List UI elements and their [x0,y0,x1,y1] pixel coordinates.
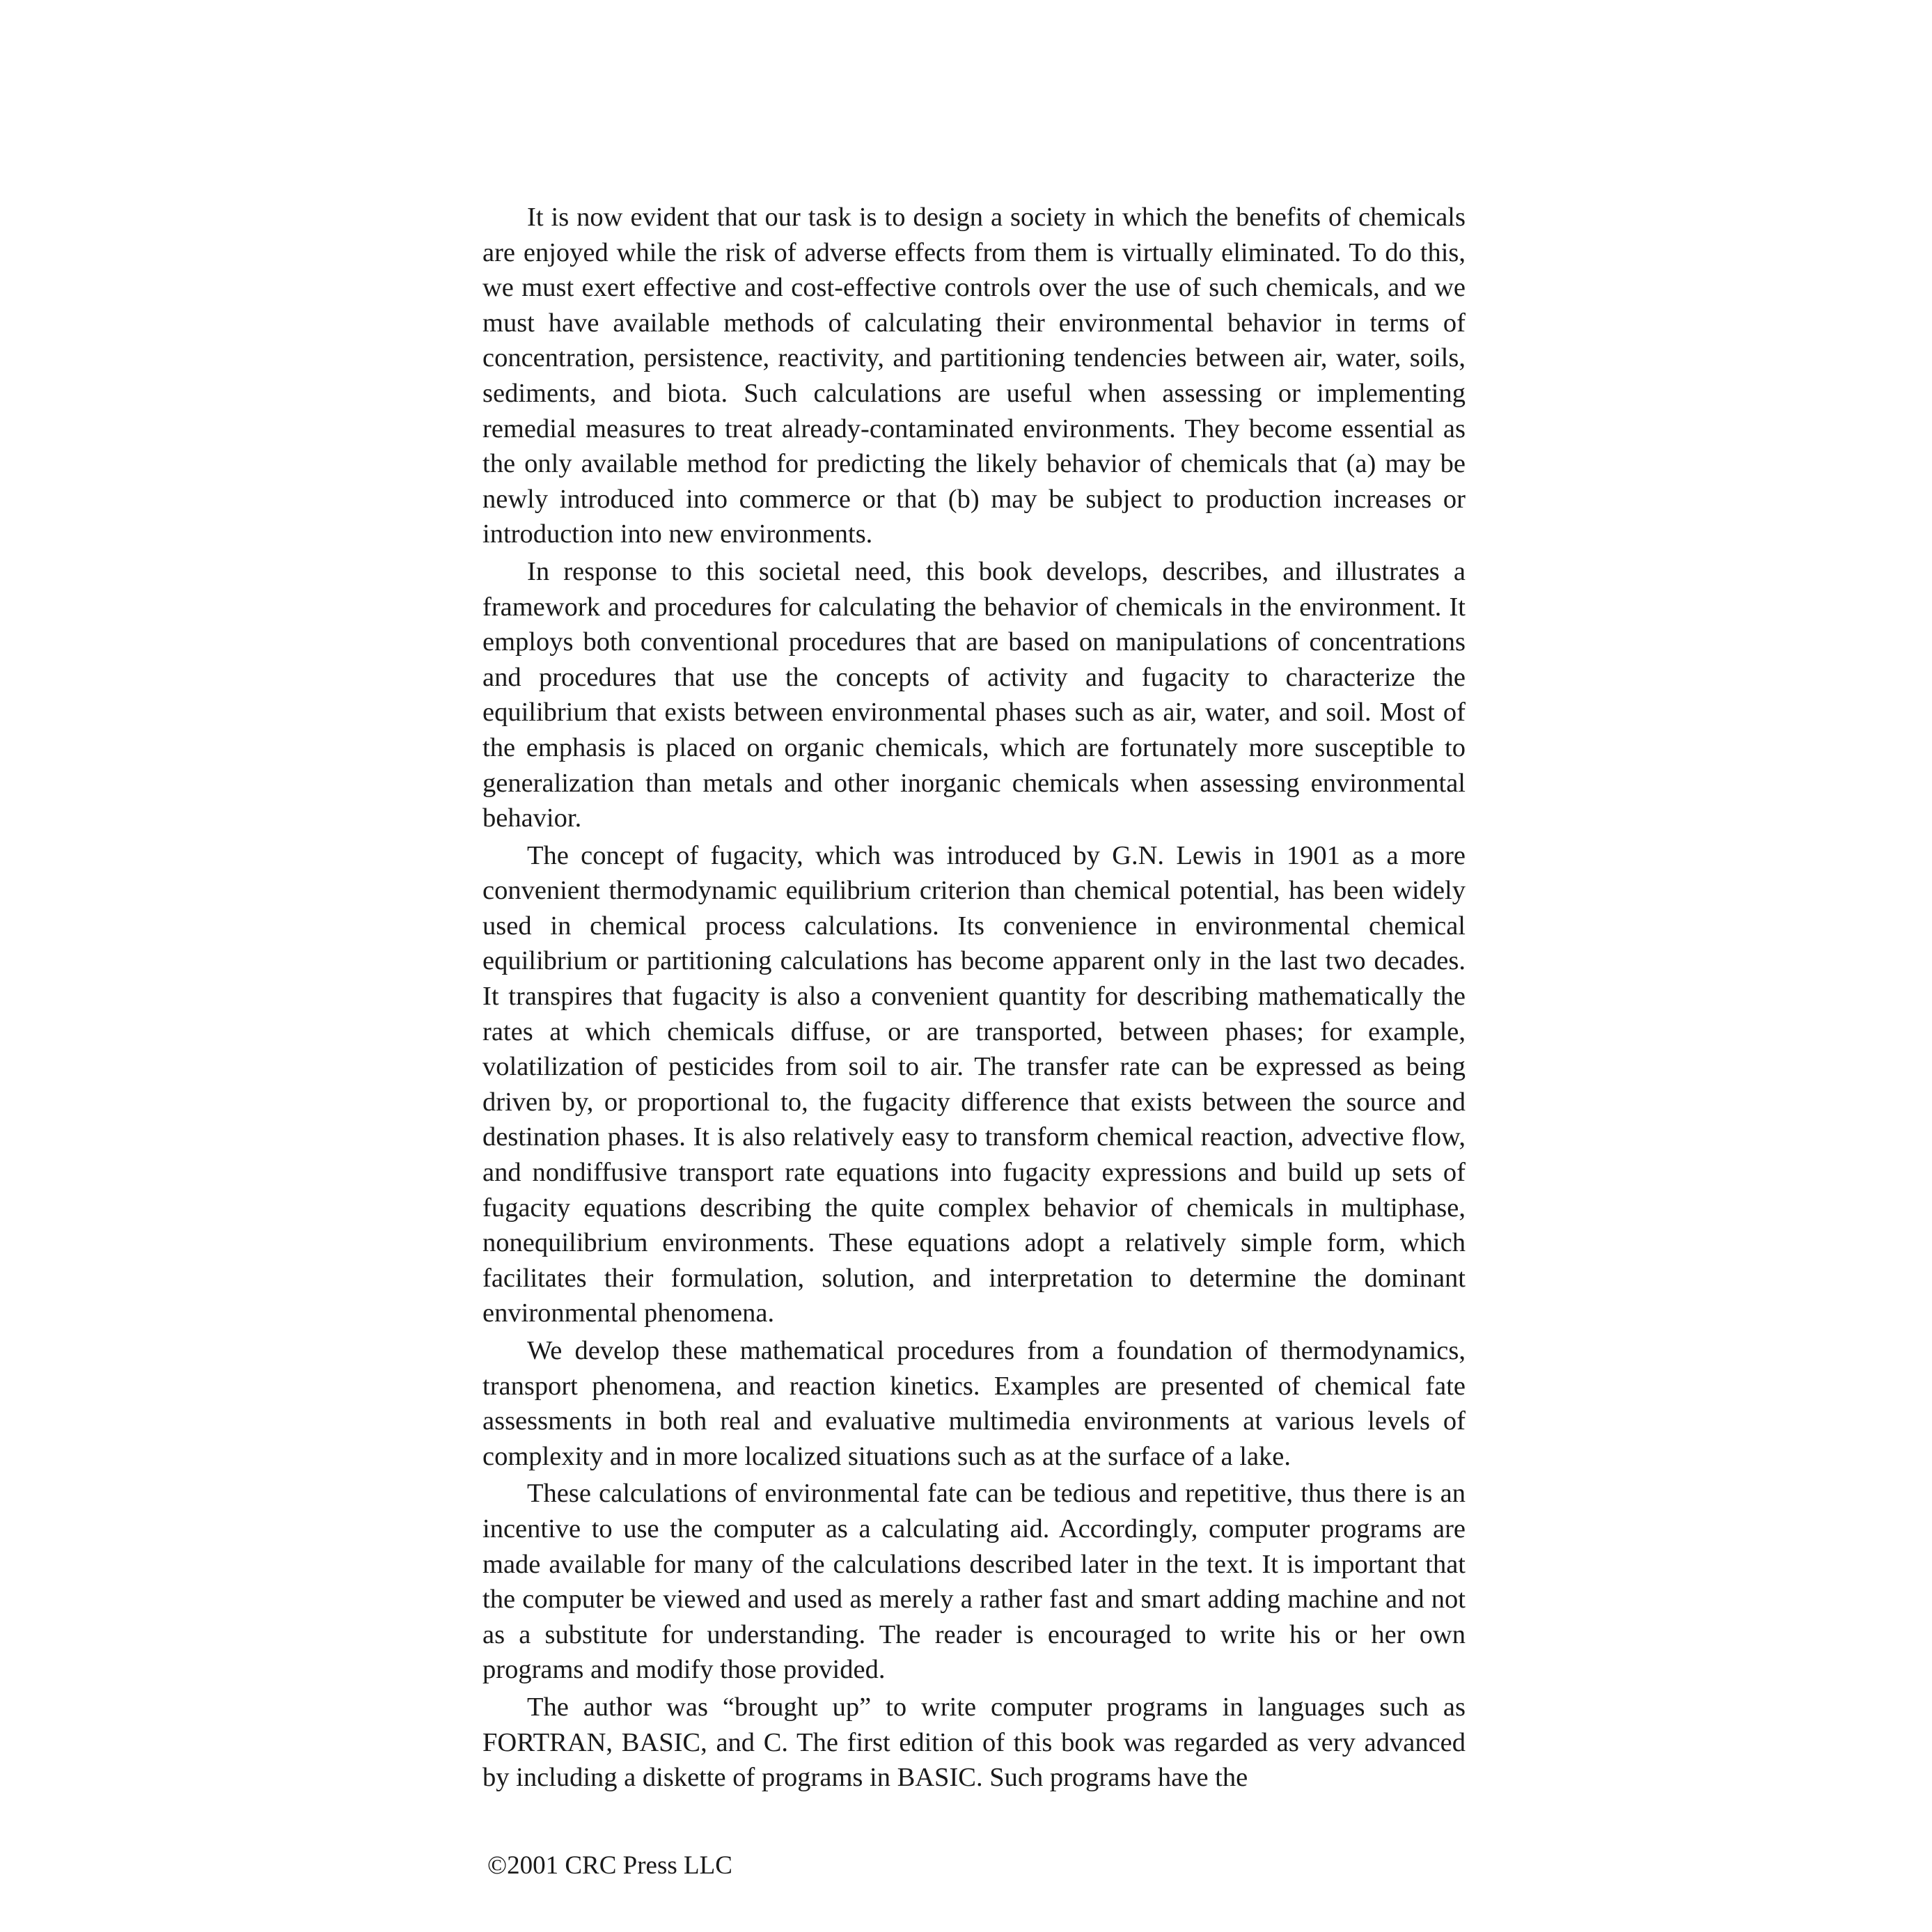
paragraph-society-design: It is now evident that our task is to design a society in which the benefits of chemicals are enjoyed while the risk of adverse effects from them is virtually eliminated. To do this, we must exert effective and cost-effective controls over the use of such chemicals, and we must have available methods of calculating their environmental behavior in terms of concentration, persistence, reactivity, and partitioning tendencies between air, water, soils, sediments, and biota. Such calculations are useful when assessing or implementing remedial measures to treat already-contaminated environments. They become essential as the only available method for predicting the likely behavior of chemicals that (a) may be newly introduced into commerce or that (b) may be subject to production increases or introduction into new environments. [482,203,1466,549]
paragraph-computer-calculations: These calculations of environmental fate can be tedious and repetitive, thus there is an incentive to use the computer as a calculating aid. Accordingly, computer programs are made available for many of the calculations described later in the text. It is important that the computer be viewed and used as merely a rather fast and smart adding machine and not as a substitute for understanding. The reader is encouraged to write his or her own programs and modify those provided. [482,1479,1466,1685]
paragraph-societal-need: In response to this societal need, this book develops, describes, and illustrates a framework and procedures for calculating the behavior of chemicals in the environment. It employs both conventional procedures that are based on manipulations of concentrations and procedures that use the concepts of activity and fugacity to characterize the equilibrium that exists between environmental phases such as air, water, and soil. Most of the emphasis is placed on organic chemicals, which are fortunately more susceptible to generalization than metals and other inorganic chemicals when assessing environmental behavior. [482,556,1466,833]
copyright-footer: ©2001 CRC Press LLC [487,1851,732,1880]
paragraph-mathematical-procedures: We develop these mathematical procedures from a foundation of thermodynamics, transport phenomena, and reaction kinetics. Examples are presented of chemical fate assessments in both real and evaluative multimedia environments at various levels of complexity and in more localized situations such as at the surface of a lake. [482,1336,1466,1471]
paragraph-programming-languages: The author was “brought up” to write computer programs in languages such as FORTRAN, BASIC, and C. The first edition of this book was regarded as very advanced by including a diskette of programs in BASIC. Such programs have the [482,1692,1466,1793]
paragraph-fugacity-concept: The concept of fugacity, which was introduced by G.N. Lewis in 1901 as a more convenient thermodynamic equilibrium criterion than chemical potential, has been widely used in chemical process calculations. Its convenience in environmental chemical equilibrium or partitioning calculations has become apparent only in the last two decades. It transpires that fugacity is also a convenient quantity for describing mathematically the rates at which chemicals diffuse, or are transported, between phases; for example, volatilization of pesticides from soil to air. The transfer rate can be expressed as being driven by, or proportional to, the fugacity difference that exists between the source and destination phases. It is also relatively easy to transform chemical reaction, advective flow, and nondiffusive transport rate equations into fugacity expressions and build up sets of fugacity equations describing the quite complex behavior of chemicals in multiphase, nonequilibrium environments. These equations adopt a relatively simple form, which facilitates their formulation, solution, and interpretation to determine the dominant environmental phenomena. [482,840,1466,1328]
body-text [482,200,1466,1798]
